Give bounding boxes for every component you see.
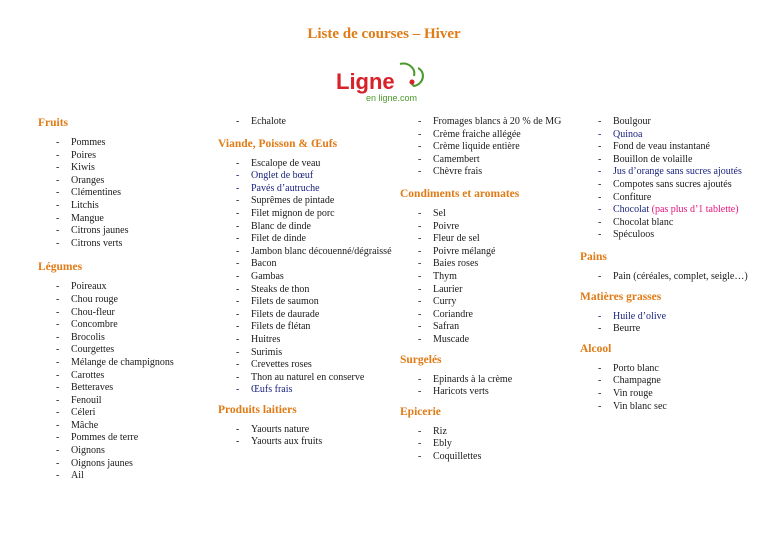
list-item: - Mâche [38,420,208,433]
list-item: - Laurier [400,284,575,297]
list-item: - Pommes [38,137,208,150]
list-item: - Citrons jaunes [38,225,208,238]
list-item: - Fleur de sel [400,233,575,246]
list-item: - Chèvre frais [400,166,575,179]
list-item: - Céleri [38,407,208,420]
list-item: - Bouillon de volaille [580,154,760,167]
list-item: - Muscade [400,334,575,347]
list-item-chocolat [580,204,760,217]
list-item: - Coquillettes [400,451,575,464]
list-item: - Thon au naturel en conserve [218,372,393,385]
list-item: - Crème liquide entière [400,141,575,154]
list-item: - Jus d’orange sans sucres ajoutés [580,166,760,179]
section-heading: Pains [580,250,607,263]
list-item: - Huitres [218,334,393,347]
list-item: - Baies roses [400,258,575,271]
list-item: - Mangue [38,213,208,226]
section-condiments-aromates [400,187,575,347]
column-1 [38,116,208,489]
section-legumes [38,260,208,483]
list-item: - Porto blanc [580,363,760,376]
section-heading: Matières grasses [580,290,662,303]
list-item: - Beurre [580,323,760,336]
page-title: Liste de courses – Hiver [307,26,461,42]
list-item: - Huile d’olive [580,311,760,324]
list-item: - Betteraves [38,382,208,395]
list-item: - Poivre mélangé [400,246,575,259]
chocolat-note: (pas plus d’1 tablette) [651,204,739,216]
list-item: - Suprêmes de pintade [218,195,393,208]
list-item: - Filet mignon de porc [218,208,393,221]
list-item: - Poireaux [38,281,208,294]
list-item: - Oranges [38,175,208,188]
list-item: - Jambon blanc découenné/dégraissé [218,246,393,259]
list-item: - Mélange de champignons [38,357,208,370]
section-heading: Produits laitiers [218,403,297,416]
list-item: - Chou-fleur [38,307,208,320]
list-item: - Epinards à la crème [400,374,575,387]
list-item: - Poivre [400,221,575,234]
list-item: - Vin rouge [580,388,760,401]
list-item: - Kiwis [38,162,208,175]
list-item: - Escalope de veau [218,158,393,171]
list-item: - Crème fraiche allégée [400,129,575,142]
list-item: - Citrons verts [38,238,208,251]
list-item: - Fenouil [38,395,208,408]
list-item: - Crevettes roses [218,359,393,372]
list-item: - Chocolat blanc [580,217,760,230]
list-item: - Fromages blancs à 20 % de MG [400,116,575,129]
section-heading: Condiments et aromates [400,187,520,200]
section-heading: Surgelés [400,353,442,366]
section-produits-laitiers [218,403,393,449]
list-item: - Riz [400,426,575,439]
logo-text-main: Ligne [336,69,395,94]
list-item: - Vin blanc sec [580,401,760,414]
list-item: - Oignons jaunes [38,458,208,471]
list-item: - Confiture [580,192,760,205]
list-item: - Safran [400,321,575,334]
list-item: - Haricots verts [400,386,575,399]
list-item: - Pavés d’autruche [218,183,393,196]
list-item: - Pain (céréales, complet, seigle…) [580,271,760,284]
ligne-en-ligne-logo [334,58,434,108]
list-item: - Pommes de terre [38,432,208,445]
list-item: - Steaks de thon [218,284,393,297]
list-item: - Clémentines [38,187,208,200]
list-item: - Yaourts aux fruits [218,436,393,449]
column-2 [218,116,393,455]
list-item: - Filets de saumon [218,296,393,309]
list-item: - Curry [400,296,575,309]
list-item: - Brocolis [38,332,208,345]
list-item: - Ail [38,470,208,483]
list-item: - Sel [400,208,575,221]
section-viande-poisson-oeufs [218,137,393,397]
list-item: - Thym [400,271,575,284]
list-item: - Filets de daurade [218,309,393,322]
list-item: - Poires [38,150,208,163]
section-heading: Viande, Poisson & Œufs [218,137,338,150]
list-item: - Carottes [38,370,208,383]
list-item: - Surimis [218,347,393,360]
list-item: - Champagne [580,375,760,388]
list-item: - Litchis [38,200,208,213]
list-item: - Camembert [400,154,575,167]
list-item: - Gambas [218,271,393,284]
section-alcool [580,342,760,413]
list-item: - Fond de veau instantané [580,141,760,154]
list-item: - Spéculoos [580,229,760,242]
section-heading: Alcool [580,342,612,355]
list-item: - Boulgour [580,116,760,129]
list-item: - Compotes sans sucres ajoutés [580,179,760,192]
list-item: - Concombre [38,319,208,332]
list-item: - Œufs frais [218,384,393,397]
list-item: - Chou rouge [38,294,208,307]
list-item: - Filets de flétan [218,321,393,334]
section-pains [580,250,760,284]
section-epicerie [400,405,575,464]
list-item: - Ebly [400,438,575,451]
list-item: - Yaourts nature [218,424,393,437]
section-fruits [38,116,208,250]
list-item: - Oignons [38,445,208,458]
list-item: - Quinoa [580,129,760,142]
logo-text-sub: en ligne.com [366,93,418,103]
list-item: - Courgettes [38,344,208,357]
list-item: - Coriandre [400,309,575,322]
list-item: - Bacon [218,258,393,271]
section-heading: Légumes [38,261,83,274]
list-item-label: Chocolat [613,204,650,216]
column-3 [400,116,575,469]
section-surgeles [400,353,575,399]
section-heading: Epicerie [400,405,441,418]
list-item: - Echalote [218,116,393,129]
section-matieres-grasses [580,290,760,336]
section-heading: Fruits [38,117,69,129]
list-item: - Filet de dinde [218,233,393,246]
list-item: - Blanc de dinde [218,221,393,234]
column-4 [580,116,760,419]
list-item: - Onglet de bœuf [218,170,393,183]
